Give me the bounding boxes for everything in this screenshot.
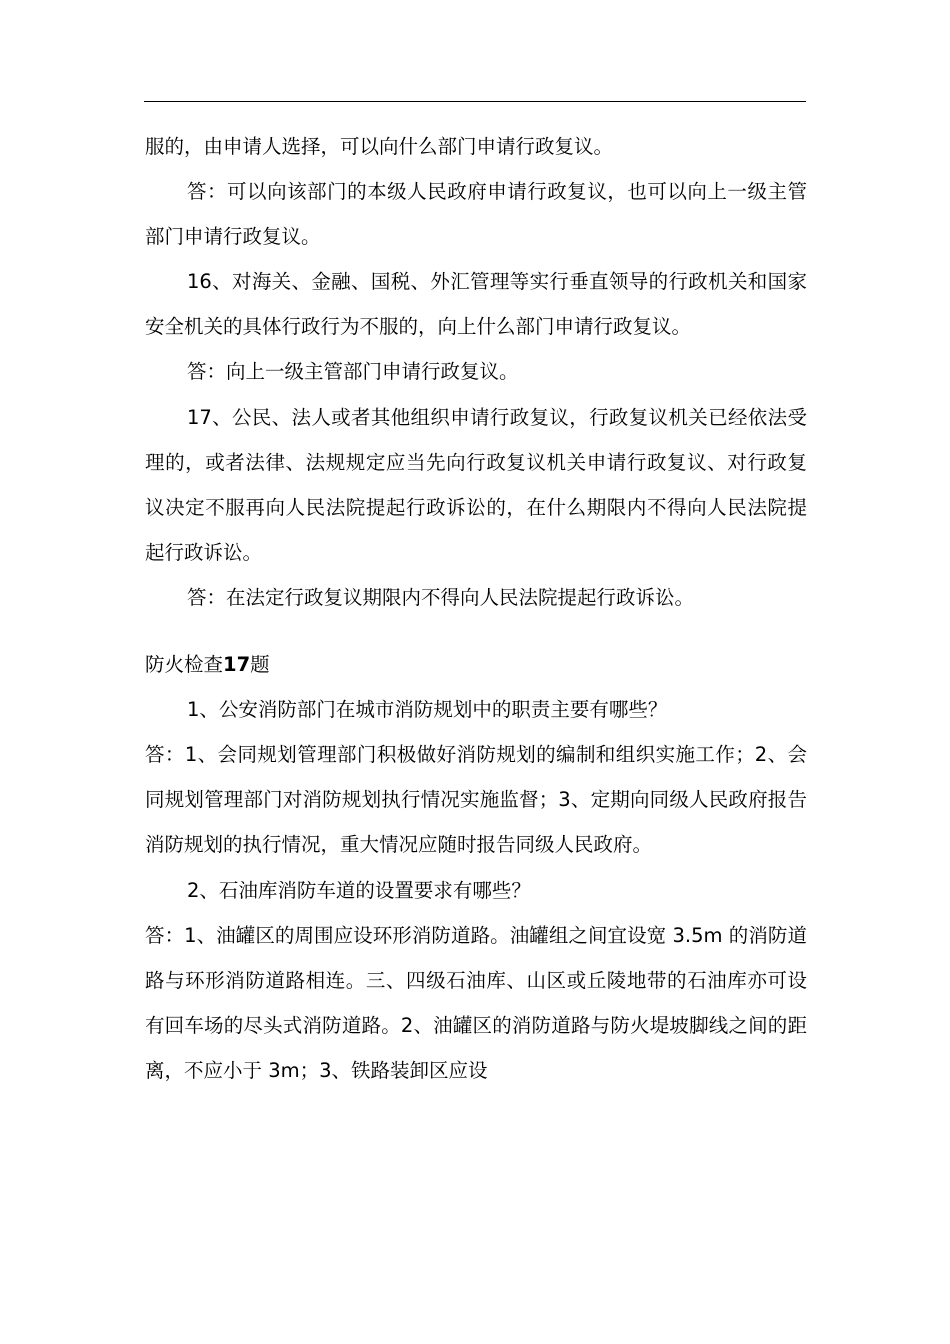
answer-paragraph: 答：1、油罐区的周围应设环形消防道路。油罐组之间宜设宽 3.5m 的消防道路与环形消防道路相连。三、四级石油库、山区或丘陵地带的石油库亦可设有回车场的尽头式消防道路。2、油罐区的消防道路与防火堤坡脚线之间的距离，不应小于 3m；3、铁路装卸区应设	[145, 923, 807, 1082]
section-title-suffix: 题	[250, 653, 270, 677]
document-body	[145, 124, 807, 1093]
answer-paragraph: 答：在法定行政复议期限内不得向人民法院提起行政诉讼。	[187, 585, 695, 609]
question-paragraph: 17、公民、法人或者其他组织申请行政复议，行政复议机关已经依法受理的，或者法律、法规规定应当先向行政复议机关申请行政复议、对行政复议决定不服再向人民法院提起行政诉讼的，在什么期限内不得向人民法院提起行政诉讼。	[145, 405, 807, 564]
answer-paragraph: 答：向上一级主管部门申请行政复议。	[187, 360, 519, 384]
question-paragraph: 1、公安消防部门在城市消防规划中的职责主要有哪些？	[187, 698, 668, 722]
answer-paragraph: 答：可以向该部门的本级人民政府申请行政复议，也可以向上一级主管部门申请行政复议。	[145, 180, 807, 249]
answer-paragraph: 答：1、会同规划管理部门积极做好消防规划的编制和组织实施工作；2、会同规划管理部门对消防规划执行情况实施监督；3、定期向同级人民政府报告消防规划的执行情况，重大情况应随时报告同级人民政府。	[145, 743, 807, 857]
paragraph-continuation: 服的，由申请人选择，可以向什么部门申请行政复议。	[145, 135, 614, 158]
section-title-number: 17	[223, 653, 251, 677]
section-title	[145, 642, 807, 687]
question-paragraph: 2、石油库消防车道的设置要求有哪些？	[187, 878, 531, 902]
section-gap	[145, 620, 807, 642]
header-rule	[144, 101, 806, 102]
question-paragraph: 16、对海关、金融、国税、外汇管理等实行垂直领导的行政机关和国家安全机关的具体行政行为不服的，向上什么部门申请行政复议。	[145, 270, 807, 339]
section-title-prefix: 防火检查	[145, 653, 224, 677]
